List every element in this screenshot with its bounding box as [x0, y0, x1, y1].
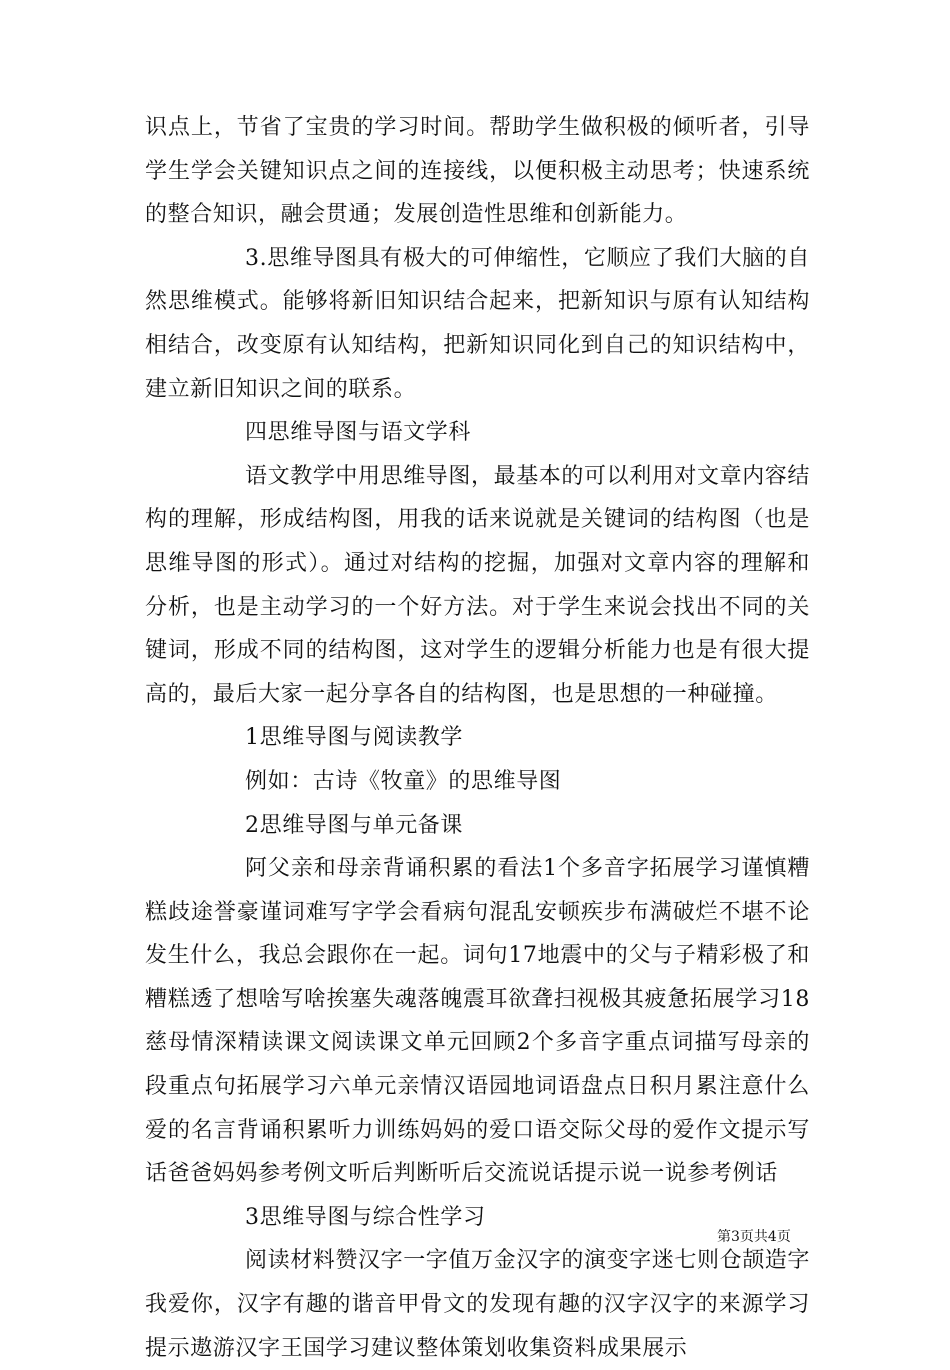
paragraph-chinese-teaching: 语文教学中用思维导图，最基本的可以利用对文章内容结构的理解，形成结构图，用我的话来说就是关键词的结构图（也是思维导图的形式）。通过对结构的挖掘，加强对文章内容的理解和分析，也是主动学习的一个好方法。对于学生来说会找出不同的关键词，形成不同的结构图，这对学生的逻辑分析能力也是有很大提高的，最后大家一起分享各自的结构图，也是思想的一种碰撞。: [145, 463, 811, 707]
paragraph-continuation: 识点上，节省了宝贵的学习时间。帮助学生做积极的倾听者，引导学生学会关键知识点之间的连接线，以便积极主动思考；快速系统的整合知识，融会贯通；发展创造性思维和创新能力。: [145, 115, 810, 228]
subheading-reading-teaching: 1思维导图与阅读教学: [245, 725, 463, 751]
paragraph-comprehensive-keywords: 阅读材料赞汉字一字值万金汉字的演变字迷七则仓颉造字我爱你，汉字有趣的谐音甲骨文的发现有趣的汉字汉字的来源学习提示遨游汉字王国学习建议整体策划收集资料成果展示: [145, 1248, 811, 1361]
paragraph-unit-keywords: 阿父亲和母亲背诵积累的看法1个多音字拓展学习谨慎糟糕歧途誉豪谨词难写字学会看病句混乱安顿疾步布满破烂不堪不论发生什么，我总会跟你在一起。词句17地震中的父与子精彩极了和糟糕透了想啥写啥挨塞失魂落魄震耳欲聋扫视极其疲惫拓展学习18慈母情深精读课文阅读课文单元回顾2个多音字重点词描写母亲的段重点句拓展学习六单元亲情汉语园地词语盘点日积月累注意什么爱的名言背诵积累听力训练妈妈的爱口语交际父母的爱作文提示写话爸爸妈妈参考例文听后判断听后交流说话提示说一说参考例话: [145, 856, 810, 1187]
paragraph-point-3: 3.思维导图具有极大的可伸缩性，它顺应了我们大脑的自然思维模式。能够将新旧知识结合起来，把新知识与原有认知结构相结合，改变原有认知结构，把新知识同化到自己的知识结构中，建立新旧知识之间的联系。: [145, 245, 810, 402]
paragraph-example-poem: 例如：古诗《牧童》的思维导图: [245, 768, 562, 794]
section-heading-4: 四思维导图与语文学科: [245, 420, 472, 446]
page-number: 第3页共4页: [717, 1229, 791, 1245]
document-body: [145, 106, 810, 1370]
subheading-unit-preparation: 2思维导图与单元备课: [245, 812, 463, 838]
subheading-comprehensive-learning: 3思维导图与综合性学习: [245, 1204, 486, 1230]
